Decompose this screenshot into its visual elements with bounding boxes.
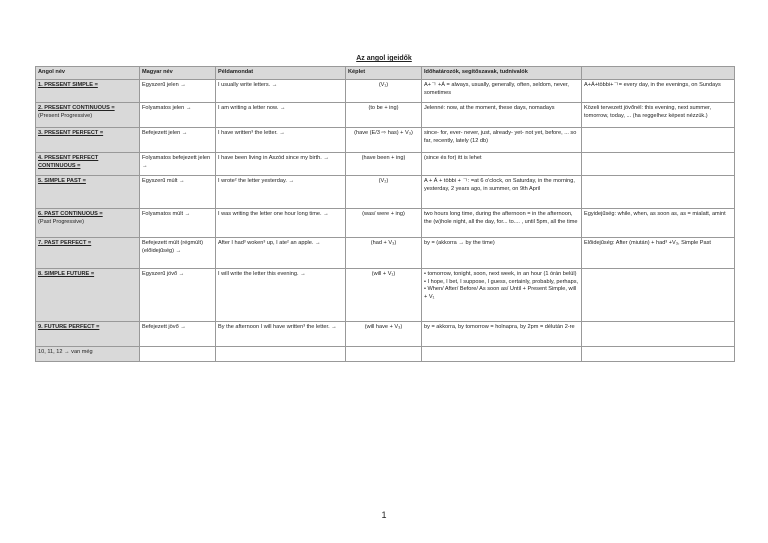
footer-note: 10, 11, 12 → van még (36, 347, 140, 362)
formula-cell: (have been + ing) (346, 153, 422, 176)
tense-name-cell (36, 153, 140, 176)
formula-cell: (V₁) (346, 80, 422, 103)
adverbs-cell: Jelenné: now, at the moment, these days, nomadays (422, 103, 582, 128)
adverbs-cell: • tomorrow, tonight, soon, next week, in an hour (1 órán belül) • I hope, I bet, I suppose, I guess, certainly, probably, perhaps, • When/ After/ Before/ As soon as/ Until + Present Simple, will + V₁ (422, 269, 582, 322)
table-row (36, 322, 735, 347)
adverbs-cell: A+ㄱ +Á = always, usually, generally, often, seldom, never, sometimes (422, 80, 582, 103)
example-cell: I have been living in Aszód since my birth. → (216, 153, 346, 176)
empty-cell (216, 347, 346, 362)
tenses-table (35, 66, 735, 362)
tense-name-cell (36, 209, 140, 238)
table-row (36, 80, 735, 103)
header-english-name: Angol név (36, 67, 140, 80)
document-title: Az angol igeidők (356, 55, 412, 62)
tense-name: 8. SIMPLE FUTURE = (38, 271, 95, 277)
empty-cell (422, 347, 582, 362)
empty-cell (582, 347, 735, 362)
hungarian-name-cell: Befejezett jelen → (140, 128, 216, 153)
example-cell: I was writing the letter one hour long time. → (216, 209, 346, 238)
table-row (36, 176, 735, 209)
adverbs-cell: since- for, ever- never, just, already- yet- not yet, before, ... so far, recently, lately (12 db) (422, 128, 582, 153)
table-row (36, 269, 735, 322)
formula-cell: (will + V₁) (346, 269, 422, 322)
extra-notes-cell: Előidejűség: After (miután) + had³ +V₃, Simple Past (582, 238, 735, 269)
tense-name: 9. FUTURE PERFECT = (38, 324, 100, 330)
hungarian-name-cell: Befejezett múlt (régmúlt) (előidejűség) → (140, 238, 216, 269)
formula-cell: (V₂) (346, 176, 422, 209)
hungarian-name-cell: Egyszerű jövő → (140, 269, 216, 322)
hungarian-name-cell: Folyamatos múlt → (140, 209, 216, 238)
tense-name: 7. PAST PERFECT = (38, 240, 92, 246)
hungarian-name-cell: Befejezett jövő → (140, 322, 216, 347)
adverbs-cell: two hours long time, during the afternoon = in the afternoon, the (w)hole night, all the day, for... to.... , until 5pm, all the time (422, 209, 582, 238)
tense-name-cell (36, 128, 140, 153)
table-row (36, 128, 735, 153)
tense-name: 5. SIMPLE PAST = (38, 178, 86, 184)
tense-name-cell (36, 322, 140, 347)
empty-cell (346, 347, 422, 362)
tense-name-cell (36, 80, 140, 103)
adverbs-cell: by = akkorra, by tomorrow = holnapra, by 2pm = délután 2-re (422, 322, 582, 347)
empty-cell (140, 347, 216, 362)
example-cell: I usually write letters. → (216, 80, 346, 103)
table-row (36, 209, 735, 238)
extra-notes-cell (582, 128, 735, 153)
header-extra (582, 67, 735, 80)
tense-name: 2. PRESENT CONTINUOUS = (38, 105, 115, 111)
adverbs-cell: A + Á + többi + ㄱ: =at 6 o'clock, on Saturday, in the morning, yesterday, 2 years ago, in summer, on 9th April (422, 176, 582, 209)
page-number: 1 (381, 510, 387, 520)
tense-name: 3. PRESENT PERFECT = (38, 130, 104, 136)
tense-name-cell (36, 176, 140, 209)
tense-name-cell (36, 238, 140, 269)
example-cell: After I had³ woken³ up, I ate² an apple. → (216, 238, 346, 269)
hungarian-name-cell: Egyszerű jelen → (140, 80, 216, 103)
example-cell: I am writing a letter now. → (216, 103, 346, 128)
example-cell: I have written³ the letter. → (216, 128, 346, 153)
adverbs-cell: by = (akkorra → by the time) (422, 238, 582, 269)
footer-row (36, 347, 735, 362)
tense-subname: (Past Progressive) (38, 218, 85, 225)
table-row (36, 153, 735, 176)
example-cell: By the afternoon I will have written³ the letter. → (216, 322, 346, 347)
hungarian-name-cell: Folyamatos befejezett jelen → (140, 153, 216, 176)
extra-notes-cell: A+Á+többi+ㄱ= every day, in the evenings, on Sundays (582, 80, 735, 103)
table-row (36, 103, 735, 128)
extra-notes-cell (582, 153, 735, 176)
header-hungarian-name: Magyar név (140, 67, 216, 80)
tense-name-cell (36, 269, 140, 322)
hungarian-name-cell: Egyszerű múlt → (140, 176, 216, 209)
formula-cell: (have (E/3 ⇨ has) + V₃) (346, 128, 422, 153)
extra-notes-cell: Egyidejűség: while, when, as soon as, as = mialatt, amint (582, 209, 735, 238)
hungarian-name-cell: Folyamatos jelen → (140, 103, 216, 128)
tense-name-cell (36, 103, 140, 128)
tense-subname: (Present Progressive) (38, 112, 93, 119)
header-row (36, 67, 735, 80)
header-example: Példamondat (216, 67, 346, 80)
extra-notes-cell (582, 269, 735, 322)
formula-cell: (was/ were + ing) (346, 209, 422, 238)
tense-name: 1. PRESENT SIMPLE = (38, 82, 98, 88)
header-formula: Képlet (346, 67, 422, 80)
tense-name: 4. PRESENT PERFECT CONTINUOUS = (38, 155, 99, 169)
formula-cell: (to be + ing) (346, 103, 422, 128)
extra-notes-cell (582, 322, 735, 347)
header-adverbs: Időhatározók, segítőszavak, tudnivalók (422, 67, 582, 80)
formula-cell: (had + V₃) (346, 238, 422, 269)
table-row (36, 238, 735, 269)
extra-notes-cell: Közeli tervezett jövőnél: this evening, next summer, tomorrow, today, ... (ha reggelhez képest nézzük.) (582, 103, 735, 128)
example-cell: I wrote² the letter yesterday. → (216, 176, 346, 209)
extra-notes-cell (582, 176, 735, 209)
tense-name: 6. PAST CONTINUOUS = (38, 211, 103, 217)
example-cell: I will write the letter this evening. → (216, 269, 346, 322)
adverbs-cell: (since és for) itt is lehet (422, 153, 582, 176)
formula-cell: (will have + V₃) (346, 322, 422, 347)
